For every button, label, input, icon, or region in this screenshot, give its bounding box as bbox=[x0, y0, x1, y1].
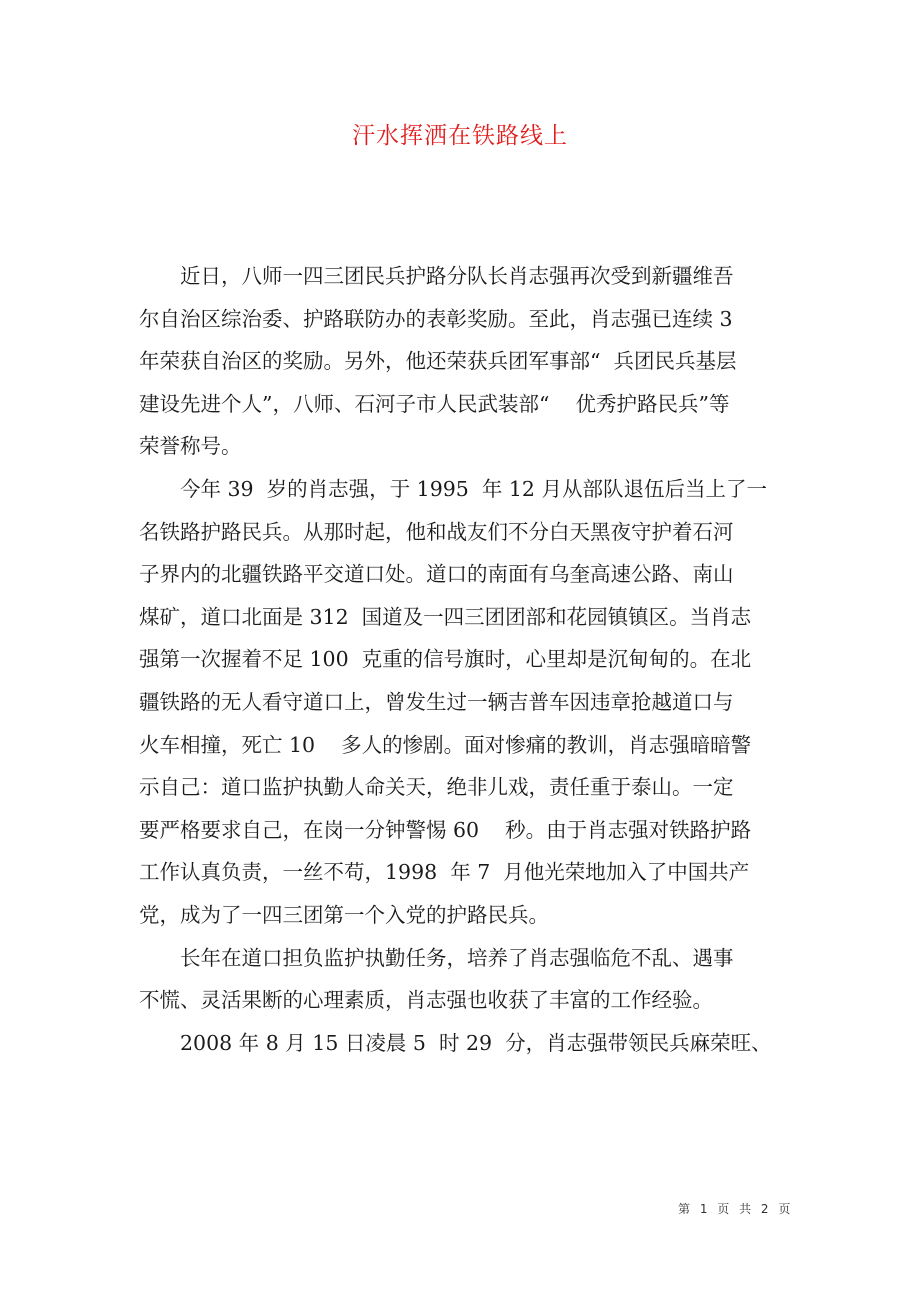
text-line: 子界内的北疆铁路平交道口处。道口的南面有乌奎高速公路、南山 bbox=[139, 562, 734, 587]
paragraph bbox=[139, 468, 784, 937]
text-line: 尔自治区综治委、护路联防办的表彰奖励。至此，肖志强已连续 3 bbox=[139, 306, 733, 331]
document-body bbox=[139, 255, 784, 1064]
text-line: 不慌、灵活果断的心理素质，肖志强也收获了丰富的工作经验。 bbox=[139, 988, 713, 1013]
text-line: 名铁路护路民兵。从那时起，他和战友们不分白天黑夜守护着石河 bbox=[139, 519, 734, 544]
text-line: 要严格要求自己，在岗一分钟警惕 60 秒。由于肖志强对铁路护路 bbox=[139, 817, 752, 842]
text-line: 荣誉称号。 bbox=[139, 434, 242, 459]
text-line: 建设先进个人”，八师、石河子市人民武装部“ 优秀护路民兵”等 bbox=[139, 391, 730, 416]
text-line: 煤矿，道口北面是 312 国道及一四三团团部和花园镇镇区。当肖志 bbox=[139, 604, 752, 629]
text-line: 长年在道口担负监护执勤任务，培养了肖志强临危不乱、遇事 bbox=[180, 945, 734, 970]
text-line: 今年 39 岁的肖志强，于 1995 年 12 月从部队退伍后当上了一 bbox=[180, 476, 767, 501]
text-line: 火车相撞，死亡 10 多人的惨剧。面对惨痛的教训，肖志强暗暗警 bbox=[139, 732, 752, 757]
text-line: 疆铁路的无人看守道口上，曾发生过一辆吉普车因违章抢越道口与 bbox=[139, 689, 734, 714]
page-indicator: 第 1 页 共 2 页 bbox=[678, 1202, 794, 1216]
text-line: 示自己：道口监护执勤人命关天，绝非儿戏，责任重于泰山。一定 bbox=[139, 775, 734, 800]
text-line: 年荣获自治区的奖励。另外，他还荣获兵团军事部“ 兵团民兵基层 bbox=[139, 349, 737, 374]
text-line: 2008 年 8 月 15 日凌晨 5 时 29 分，肖志强带领民兵麻荣旺、 bbox=[180, 1030, 772, 1055]
text-line: 近日，八师一四三团民兵护路分队长肖志强再次受到新疆维吾 bbox=[180, 264, 734, 288]
paragraph bbox=[139, 255, 784, 468]
document-title: 汗水挥洒在铁路线上 bbox=[352, 123, 568, 149]
text-line: 强第一次握着不足 100 克重的信号旗时，心里却是沉甸甸的。在北 bbox=[139, 647, 752, 672]
text-line: 党，成为了一四三团第一个入党的护路民兵。 bbox=[139, 902, 549, 927]
text-line: 工作认真负责，一丝不苟，1998 年 7 月他光荣地加入了中国共产 bbox=[139, 860, 750, 885]
paragraph bbox=[139, 937, 784, 1022]
paragraph bbox=[139, 1022, 784, 1065]
